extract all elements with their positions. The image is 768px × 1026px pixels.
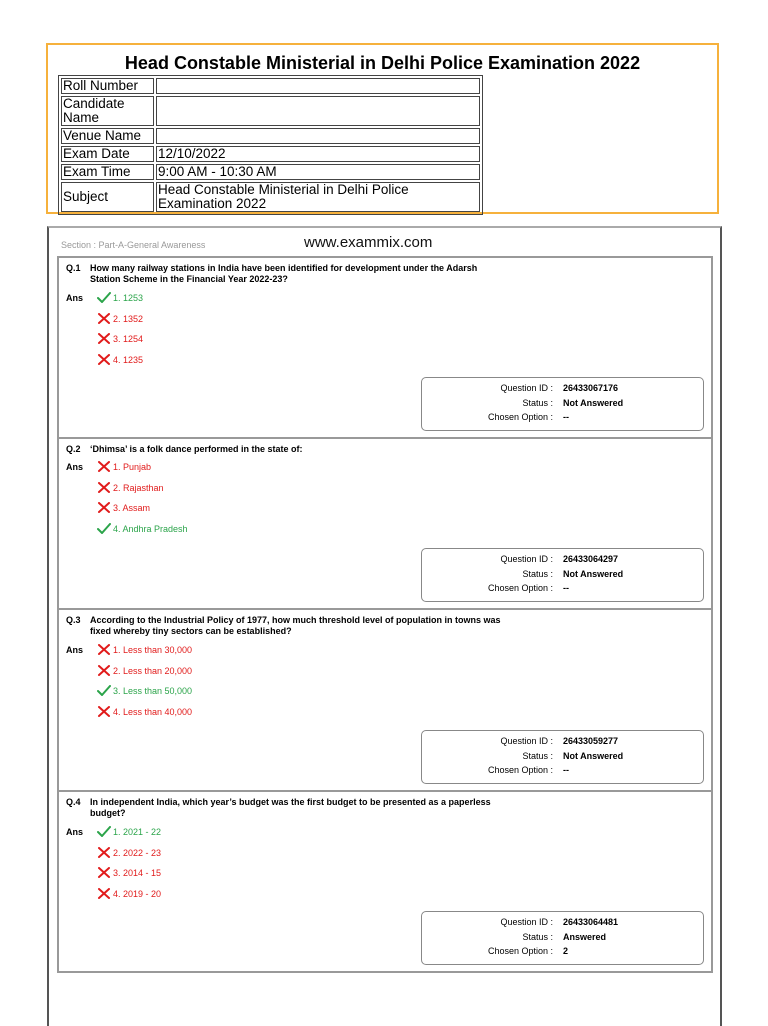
answer-option — [97, 482, 164, 494]
correct-check-icon — [97, 827, 113, 837]
info-label: Exam Date — [61, 146, 154, 162]
wrong-cross-icon — [97, 848, 113, 858]
info-value — [156, 96, 480, 126]
answer-option — [97, 292, 143, 304]
wrong-cross-icon — [97, 314, 113, 324]
question-meta-panel — [421, 911, 704, 965]
answer-option — [97, 706, 192, 718]
status-label: Status : — [522, 397, 553, 408]
answer-label: Ans — [66, 462, 84, 472]
question-id-label: Question ID : — [500, 736, 553, 746]
answer-label: Ans — [66, 827, 84, 837]
option-text: 2. 1352 — [113, 313, 144, 324]
wrong-cross-icon — [97, 868, 113, 878]
exam-header-card — [46, 43, 719, 214]
status-value: Not Answered — [563, 568, 624, 579]
question-meta-panel — [421, 730, 704, 784]
chosen-option-label: Chosen Option : — [487, 412, 553, 422]
status-row — [422, 398, 703, 410]
status-value: Not Answered — [563, 397, 624, 408]
chosen-option-row — [422, 583, 703, 595]
option-text: 2. Rajasthan — [113, 482, 164, 493]
wrong-cross-icon — [97, 645, 113, 655]
chosen-option-label: Chosen Option : — [487, 946, 553, 956]
status-value: Answered — [563, 931, 607, 942]
watermark-text: www.exammix.com — [304, 234, 433, 251]
answer-option — [97, 502, 150, 514]
status-row — [422, 932, 703, 944]
wrong-cross-icon — [97, 355, 113, 365]
question-id-label: Question ID : — [500, 917, 553, 927]
answer-option — [97, 685, 192, 697]
option-text: 1. Punjab — [113, 462, 152, 472]
question-id-row — [422, 383, 703, 395]
info-value: Head Constable Ministerial in Delhi Police Examination 2022 — [156, 182, 480, 212]
option-text: 1. 1253 — [113, 293, 144, 303]
status-label: Status : — [522, 931, 553, 942]
info-label: Candidate Name — [61, 96, 154, 126]
info-value — [156, 128, 480, 144]
info-row-roll-number — [61, 78, 480, 94]
option-text: 2. Less than 20,000 — [113, 665, 193, 676]
chosen-option-row — [422, 412, 703, 424]
status-label: Status : — [522, 750, 553, 761]
info-row-candidate-name — [61, 96, 480, 126]
chosen-option-row — [422, 765, 703, 777]
info-label: Subject — [61, 182, 154, 212]
info-row-venue-name — [61, 128, 480, 144]
info-value: 9:00 AM - 10:30 AM — [156, 164, 480, 180]
answer-option — [97, 461, 151, 473]
option-text: 1. 2021 - 22 — [113, 827, 162, 837]
question-id-label: Question ID : — [500, 554, 553, 564]
option-text: 1. Less than 30,000 — [113, 645, 193, 655]
option-text: 4. 2019 - 20 — [113, 888, 162, 899]
answer-option — [97, 354, 143, 366]
question-id-row — [422, 736, 703, 748]
info-row-exam-date — [61, 146, 480, 162]
option-text: 4. Less than 40,000 — [113, 706, 193, 717]
info-label: Exam Time — [61, 164, 154, 180]
question-id-value: 26433064481 — [563, 917, 619, 927]
exam-title: Head Constable Ministerial in Delhi Police Examination 2022 — [124, 53, 641, 73]
answer-option — [97, 665, 192, 677]
wrong-cross-icon — [97, 462, 113, 472]
question-id-value: 26433064297 — [563, 554, 619, 564]
section-label: Section : Part-A-General Awareness — [61, 240, 206, 250]
answer-option — [97, 888, 161, 900]
chosen-option-label: Chosen Option : — [487, 583, 553, 593]
answer-option — [97, 523, 188, 535]
wrong-cross-icon — [97, 503, 113, 513]
info-row-exam-time — [61, 164, 480, 180]
status-label: Status : — [522, 568, 553, 579]
question-id-row — [422, 917, 703, 929]
question-number: Q.1 — [66, 263, 81, 273]
wrong-cross-icon — [97, 666, 113, 676]
question-block — [57, 608, 713, 792]
info-row-subject — [61, 182, 480, 212]
question-block — [57, 256, 713, 439]
question-block — [57, 437, 713, 610]
option-text: 4. Andhra Pradesh — [113, 523, 188, 534]
question-number: Q.4 — [66, 797, 81, 807]
answer-option — [97, 826, 161, 838]
question-text: In independent India, which year’s budget was the first budget to be presented as a paperless budget? — [90, 797, 491, 818]
candidate-info-table — [58, 75, 483, 215]
question-id-label: Question ID : — [500, 383, 553, 393]
question-id-value: 26433067176 — [563, 383, 619, 393]
option-text: 3. Less than 50,000 — [113, 686, 193, 696]
question-number: Q.3 — [66, 615, 81, 625]
option-text: 3. 1254 — [113, 334, 144, 344]
answer-option — [97, 333, 143, 345]
question-id-value: 26433059277 — [563, 736, 619, 746]
chosen-option-value: -- — [563, 583, 569, 593]
info-value — [156, 78, 480, 94]
correct-check-icon — [97, 524, 113, 534]
answer-option — [97, 847, 161, 859]
question-block — [57, 790, 713, 973]
status-row — [422, 751, 703, 763]
option-text: 3. Assam — [113, 503, 151, 513]
chosen-option-row — [422, 946, 703, 958]
info-label: Roll Number — [61, 78, 154, 94]
option-text: 2. 2022 - 23 — [113, 847, 162, 858]
status-row — [422, 569, 703, 581]
chosen-option-value: -- — [563, 765, 569, 775]
question-id-row — [422, 554, 703, 566]
correct-check-icon — [97, 293, 113, 303]
answer-label: Ans — [66, 645, 84, 655]
chosen-option-value: -- — [563, 412, 569, 422]
question-text: ‘Dhimsa’ is a folk dance performed in the state of: — [90, 444, 303, 454]
status-value: Not Answered — [563, 750, 624, 761]
question-text: How many railway stations in India have been identified for development under the Adarsh Station Scheme in the Financial Year 2022-23? — [90, 263, 478, 284]
info-value: 12/10/2022 — [156, 146, 480, 162]
info-label: Venue Name — [61, 128, 154, 144]
option-text: 3. 2014 - 15 — [113, 868, 162, 878]
option-text: 4. 1235 — [113, 354, 144, 365]
question-number: Q.2 — [66, 444, 81, 454]
answer-option — [97, 644, 192, 656]
answer-label: Ans — [66, 293, 84, 303]
answer-option — [97, 313, 143, 325]
chosen-option-value: 2 — [563, 946, 569, 956]
question-text: According to the Industrial Policy of 1977, how much threshold level of population in towns was fixed whereby tiny sectors can be established? — [90, 615, 501, 636]
answer-option — [97, 867, 161, 879]
wrong-cross-icon — [97, 483, 113, 493]
wrong-cross-icon — [97, 707, 113, 717]
correct-check-icon — [97, 686, 113, 696]
question-meta-panel — [421, 548, 704, 602]
chosen-option-label: Chosen Option : — [487, 765, 553, 775]
wrong-cross-icon — [97, 334, 113, 344]
question-meta-panel — [421, 377, 704, 431]
wrong-cross-icon — [97, 889, 113, 899]
